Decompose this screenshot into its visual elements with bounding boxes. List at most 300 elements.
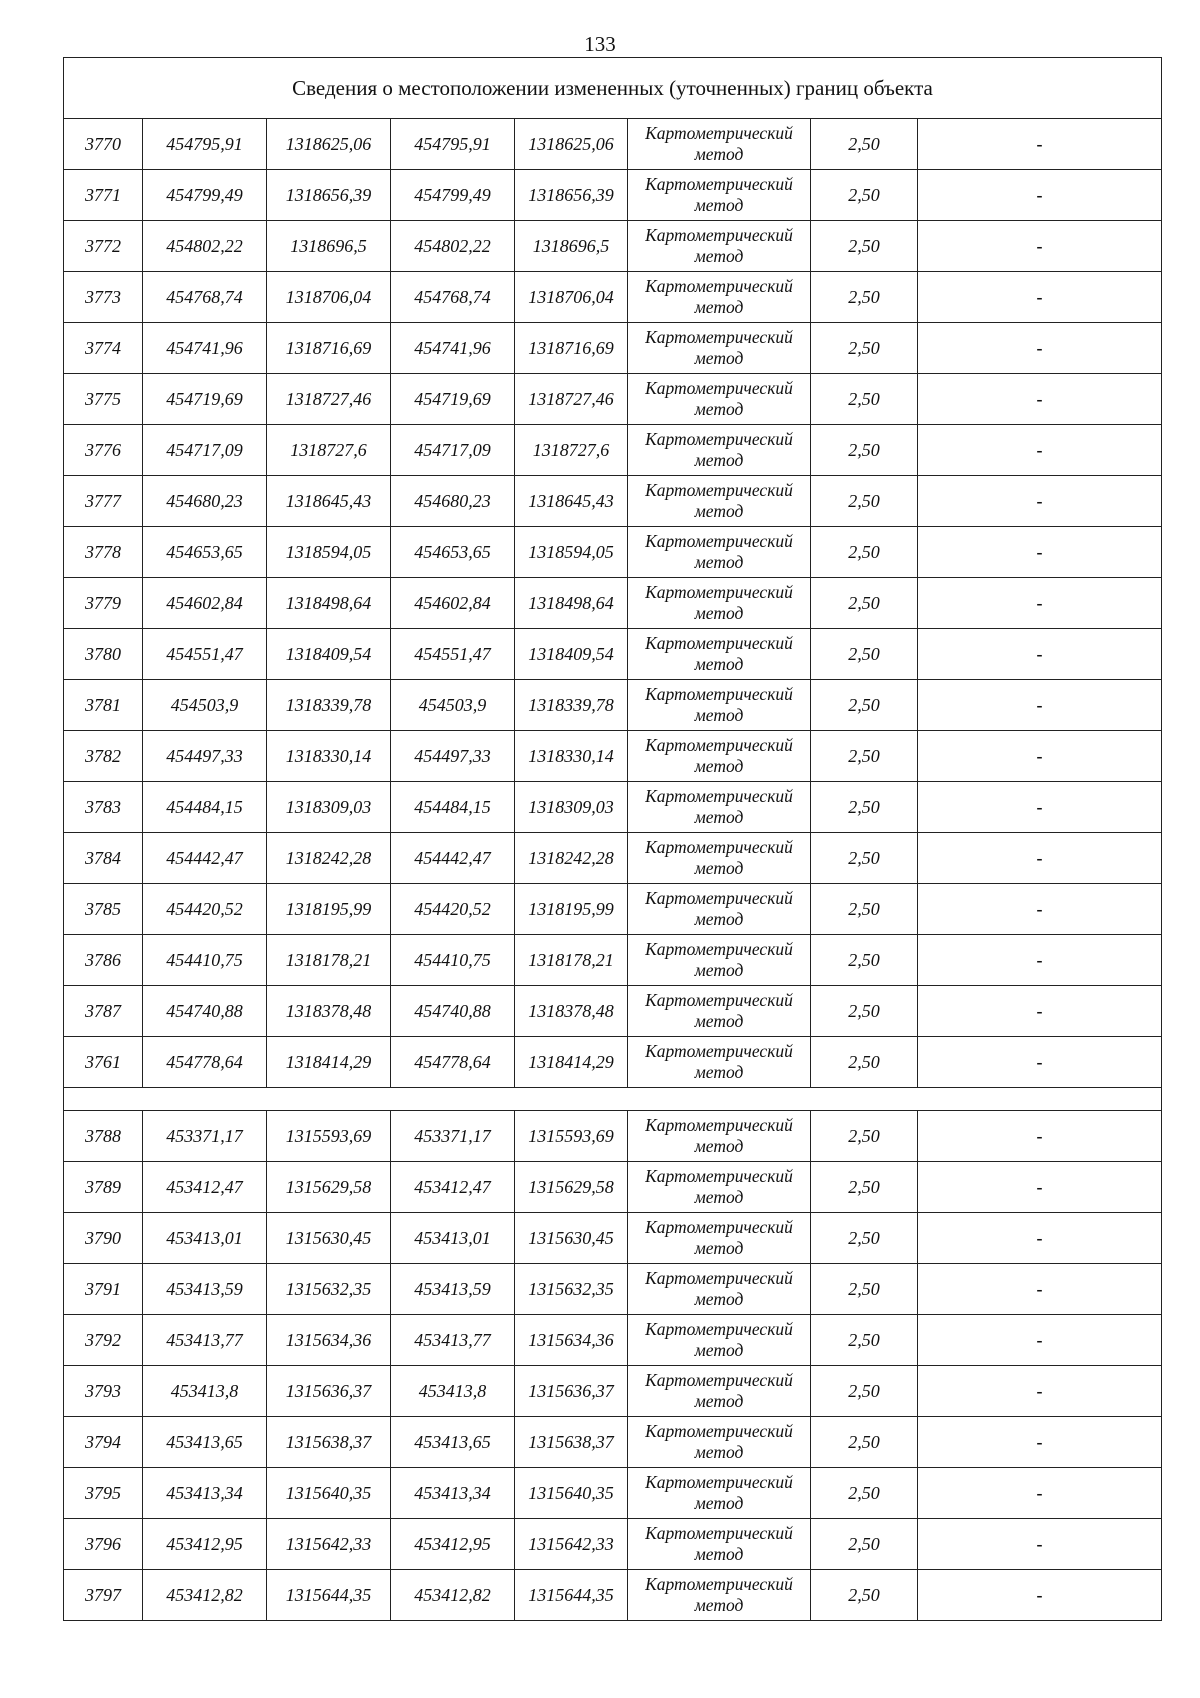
existing-y-cell: 1318656,39 — [267, 170, 391, 221]
existing-y-cell: 1318309,03 — [267, 782, 391, 833]
refined-x-cell: 454740,88 — [391, 986, 515, 1037]
existing-x-cell: 454778,64 — [143, 1037, 267, 1088]
method-text: Картометрический — [645, 1319, 793, 1339]
method-cell — [628, 731, 811, 782]
method-cell — [628, 935, 811, 986]
coordinates-table — [63, 57, 1162, 1621]
point-number-cell: 3779 — [64, 578, 143, 629]
accuracy-cell: 2,50 — [811, 680, 918, 731]
method-text: метод — [694, 1187, 744, 1207]
method-cell — [628, 323, 811, 374]
point-number-cell: 3761 — [64, 1037, 143, 1088]
refined-x-cell: 453412,47 — [391, 1162, 515, 1213]
method-cell — [628, 884, 811, 935]
existing-x-cell: 453413,34 — [143, 1468, 267, 1519]
refined-x-cell: 454719,69 — [391, 374, 515, 425]
method-text: Картометрический — [645, 276, 793, 296]
method-cell — [628, 527, 811, 578]
table-row — [64, 374, 1162, 425]
description-cell: - — [918, 1417, 1162, 1468]
refined-x-cell: 453413,59 — [391, 1264, 515, 1315]
method-text: Картометрический — [645, 1115, 793, 1135]
refined-y-cell: 1318242,28 — [515, 833, 628, 884]
point-number-cell: 3783 — [64, 782, 143, 833]
table-row — [64, 629, 1162, 680]
accuracy-cell: 2,50 — [811, 476, 918, 527]
accuracy-cell: 2,50 — [811, 323, 918, 374]
method-cell — [628, 476, 811, 527]
accuracy-cell: 2,50 — [811, 1037, 918, 1088]
method-text: метод — [694, 552, 744, 572]
method-cell — [628, 374, 811, 425]
table-row — [64, 425, 1162, 476]
method-cell — [628, 170, 811, 221]
refined-y-cell: 1318339,78 — [515, 680, 628, 731]
separator-cell — [64, 1088, 1162, 1111]
refined-y-cell: 1315640,35 — [515, 1468, 628, 1519]
existing-x-cell: 453413,01 — [143, 1213, 267, 1264]
method-cell — [628, 578, 811, 629]
point-number-cell: 3788 — [64, 1111, 143, 1162]
description-cell: - — [918, 527, 1162, 578]
method-text: Картометрический — [645, 378, 793, 398]
point-number-cell: 3771 — [64, 170, 143, 221]
existing-y-cell: 1315638,37 — [267, 1417, 391, 1468]
method-cell — [628, 782, 811, 833]
table-row — [64, 1162, 1162, 1213]
method-text: Картометрический — [645, 939, 793, 959]
table-row — [64, 833, 1162, 884]
method-cell — [628, 119, 811, 170]
method-cell — [628, 1037, 811, 1088]
existing-x-cell: 454503,9 — [143, 680, 267, 731]
refined-y-cell: 1315644,35 — [515, 1570, 628, 1621]
refined-x-cell: 454768,74 — [391, 272, 515, 323]
existing-x-cell: 453371,17 — [143, 1111, 267, 1162]
method-cell — [628, 272, 811, 323]
refined-y-cell: 1318594,05 — [515, 527, 628, 578]
refined-y-cell: 1315638,37 — [515, 1417, 628, 1468]
existing-y-cell: 1318716,69 — [267, 323, 391, 374]
existing-x-cell: 454802,22 — [143, 221, 267, 272]
point-number-cell: 3777 — [64, 476, 143, 527]
point-number-cell: 3770 — [64, 119, 143, 170]
refined-x-cell: 454410,75 — [391, 935, 515, 986]
method-text: метод — [694, 1062, 744, 1082]
method-text: метод — [694, 1493, 744, 1513]
existing-y-cell: 1318178,21 — [267, 935, 391, 986]
table-row — [64, 1366, 1162, 1417]
existing-x-cell: 454497,33 — [143, 731, 267, 782]
accuracy-cell: 2,50 — [811, 935, 918, 986]
existing-x-cell: 453413,77 — [143, 1315, 267, 1366]
refined-x-cell: 454602,84 — [391, 578, 515, 629]
method-text: метод — [694, 1595, 744, 1615]
method-text: Картометрический — [645, 684, 793, 704]
method-text: Картометрический — [645, 480, 793, 500]
existing-y-cell: 1315629,58 — [267, 1162, 391, 1213]
method-text: Картометрический — [645, 1574, 793, 1594]
method-text: метод — [694, 858, 744, 878]
refined-y-cell: 1318716,69 — [515, 323, 628, 374]
description-cell: - — [918, 1213, 1162, 1264]
existing-y-cell: 1318378,48 — [267, 986, 391, 1037]
method-text: Картометрический — [645, 1472, 793, 1492]
method-text: Картометрический — [645, 1166, 793, 1186]
table-row — [64, 476, 1162, 527]
accuracy-cell: 2,50 — [811, 1264, 918, 1315]
point-number-cell: 3780 — [64, 629, 143, 680]
accuracy-cell: 2,50 — [811, 1519, 918, 1570]
method-cell — [628, 1162, 811, 1213]
refined-x-cell: 453413,01 — [391, 1213, 515, 1264]
method-text: метод — [694, 450, 744, 470]
refined-y-cell: 1318195,99 — [515, 884, 628, 935]
refined-y-cell: 1315630,45 — [515, 1213, 628, 1264]
existing-x-cell: 453412,95 — [143, 1519, 267, 1570]
accuracy-cell: 2,50 — [811, 1570, 918, 1621]
method-text: Картометрический — [645, 1041, 793, 1061]
refined-y-cell: 1318645,43 — [515, 476, 628, 527]
method-cell — [628, 1315, 811, 1366]
existing-y-cell: 1318696,5 — [267, 221, 391, 272]
point-number-cell: 3786 — [64, 935, 143, 986]
table-row — [64, 680, 1162, 731]
refined-x-cell: 454420,52 — [391, 884, 515, 935]
method-cell — [628, 833, 811, 884]
refined-x-cell: 454717,09 — [391, 425, 515, 476]
accuracy-cell: 2,50 — [811, 578, 918, 629]
existing-y-cell: 1315632,35 — [267, 1264, 391, 1315]
refined-x-cell: 453413,8 — [391, 1366, 515, 1417]
accuracy-cell: 2,50 — [811, 119, 918, 170]
method-text: Картометрический — [645, 531, 793, 551]
method-text: метод — [694, 1011, 744, 1031]
existing-y-cell: 1318706,04 — [267, 272, 391, 323]
accuracy-cell: 2,50 — [811, 1111, 918, 1162]
method-cell — [628, 1468, 811, 1519]
table-row — [64, 1213, 1162, 1264]
existing-y-cell: 1318339,78 — [267, 680, 391, 731]
existing-x-cell: 454484,15 — [143, 782, 267, 833]
table-row — [64, 578, 1162, 629]
accuracy-cell: 2,50 — [811, 1315, 918, 1366]
existing-y-cell: 1315634,36 — [267, 1315, 391, 1366]
existing-y-cell: 1315630,45 — [267, 1213, 391, 1264]
point-number-cell: 3793 — [64, 1366, 143, 1417]
method-text: Картометрический — [645, 990, 793, 1010]
description-cell: - — [918, 680, 1162, 731]
refined-y-cell: 1318727,6 — [515, 425, 628, 476]
description-cell: - — [918, 1366, 1162, 1417]
method-cell — [628, 1111, 811, 1162]
accuracy-cell: 2,50 — [811, 221, 918, 272]
table-row — [64, 272, 1162, 323]
point-number-cell: 3773 — [64, 272, 143, 323]
table-row — [64, 1111, 1162, 1162]
refined-y-cell: 1315636,37 — [515, 1366, 628, 1417]
table-row — [64, 986, 1162, 1037]
method-text: Картометрический — [645, 429, 793, 449]
existing-y-cell: 1318727,46 — [267, 374, 391, 425]
refined-x-cell: 453413,65 — [391, 1417, 515, 1468]
description-cell: - — [918, 578, 1162, 629]
accuracy-cell: 2,50 — [811, 986, 918, 1037]
existing-x-cell: 454719,69 — [143, 374, 267, 425]
point-number-cell: 3784 — [64, 833, 143, 884]
method-text: метод — [694, 1442, 744, 1462]
existing-y-cell: 1318409,54 — [267, 629, 391, 680]
description-cell: - — [918, 731, 1162, 782]
accuracy-cell: 2,50 — [811, 170, 918, 221]
refined-x-cell: 453412,82 — [391, 1570, 515, 1621]
table-title: Сведения о местоположении измененных (уточненных) границ объекта — [64, 58, 1162, 119]
method-text: метод — [694, 909, 744, 929]
refined-x-cell: 454497,33 — [391, 731, 515, 782]
point-number-cell: 3776 — [64, 425, 143, 476]
table-row — [64, 323, 1162, 374]
method-cell — [628, 1570, 811, 1621]
point-number-cell: 3797 — [64, 1570, 143, 1621]
accuracy-cell: 2,50 — [811, 731, 918, 782]
existing-x-cell: 454602,84 — [143, 578, 267, 629]
accuracy-cell: 2,50 — [811, 1366, 918, 1417]
accuracy-cell: 2,50 — [811, 425, 918, 476]
method-text: Картометрический — [645, 225, 793, 245]
method-cell — [628, 1264, 811, 1315]
method-text: Картометрический — [645, 174, 793, 194]
existing-y-cell: 1318727,6 — [267, 425, 391, 476]
refined-x-cell: 453412,95 — [391, 1519, 515, 1570]
point-number-cell: 3789 — [64, 1162, 143, 1213]
existing-x-cell: 454420,52 — [143, 884, 267, 935]
description-cell: - — [918, 1570, 1162, 1621]
existing-y-cell: 1318195,99 — [267, 884, 391, 935]
method-cell — [628, 1519, 811, 1570]
refined-x-cell: 454741,96 — [391, 323, 515, 374]
separator-row — [64, 1088, 1162, 1111]
method-cell — [628, 425, 811, 476]
existing-y-cell: 1315640,35 — [267, 1468, 391, 1519]
refined-x-cell: 454442,47 — [391, 833, 515, 884]
accuracy-cell: 2,50 — [811, 1213, 918, 1264]
refined-y-cell: 1318625,06 — [515, 119, 628, 170]
method-text: Картометрический — [645, 123, 793, 143]
method-text: метод — [694, 603, 744, 623]
refined-y-cell: 1318309,03 — [515, 782, 628, 833]
description-cell: - — [918, 782, 1162, 833]
method-text: метод — [694, 246, 744, 266]
refined-x-cell: 454653,65 — [391, 527, 515, 578]
description-cell: - — [918, 425, 1162, 476]
point-number-cell: 3795 — [64, 1468, 143, 1519]
method-cell — [628, 680, 811, 731]
existing-y-cell: 1315593,69 — [267, 1111, 391, 1162]
point-number-cell: 3778 — [64, 527, 143, 578]
refined-x-cell: 454503,9 — [391, 680, 515, 731]
description-cell: - — [918, 1519, 1162, 1570]
existing-y-cell: 1318242,28 — [267, 833, 391, 884]
description-cell: - — [918, 1264, 1162, 1315]
table-row — [64, 1264, 1162, 1315]
description-cell: - — [918, 272, 1162, 323]
refined-y-cell: 1318414,29 — [515, 1037, 628, 1088]
description-cell: - — [918, 221, 1162, 272]
point-number-cell: 3774 — [64, 323, 143, 374]
point-number-cell: 3792 — [64, 1315, 143, 1366]
existing-x-cell: 453413,65 — [143, 1417, 267, 1468]
table-row — [64, 884, 1162, 935]
table-row — [64, 782, 1162, 833]
point-number-cell: 3796 — [64, 1519, 143, 1570]
description-cell: - — [918, 884, 1162, 935]
table-row — [64, 731, 1162, 782]
existing-y-cell: 1318594,05 — [267, 527, 391, 578]
method-text: метод — [694, 960, 744, 980]
method-text: Картометрический — [645, 633, 793, 653]
method-text: метод — [694, 144, 744, 164]
point-number-cell: 3790 — [64, 1213, 143, 1264]
method-text: метод — [694, 1391, 744, 1411]
refined-y-cell: 1318498,64 — [515, 578, 628, 629]
existing-x-cell: 453412,47 — [143, 1162, 267, 1213]
method-text: метод — [694, 297, 744, 317]
refined-y-cell: 1318656,39 — [515, 170, 628, 221]
method-text: метод — [694, 1238, 744, 1258]
accuracy-cell: 2,50 — [811, 1162, 918, 1213]
refined-x-cell: 454799,49 — [391, 170, 515, 221]
refined-x-cell: 454778,64 — [391, 1037, 515, 1088]
method-text: метод — [694, 1289, 744, 1309]
description-cell: - — [918, 1162, 1162, 1213]
method-text: Картометрический — [645, 1421, 793, 1441]
existing-y-cell: 1318498,64 — [267, 578, 391, 629]
table-row — [64, 221, 1162, 272]
description-cell: - — [918, 1037, 1162, 1088]
method-text: Картометрический — [645, 1268, 793, 1288]
refined-x-cell: 453413,77 — [391, 1315, 515, 1366]
refined-y-cell: 1315634,36 — [515, 1315, 628, 1366]
existing-y-cell: 1315642,33 — [267, 1519, 391, 1570]
accuracy-cell: 2,50 — [811, 884, 918, 935]
table-row — [64, 1519, 1162, 1570]
method-cell — [628, 221, 811, 272]
point-number-cell: 3781 — [64, 680, 143, 731]
method-text: метод — [694, 705, 744, 725]
method-text: Картометрический — [645, 786, 793, 806]
description-cell: - — [918, 323, 1162, 374]
point-number-cell: 3782 — [64, 731, 143, 782]
existing-x-cell: 454442,47 — [143, 833, 267, 884]
method-text: метод — [694, 1340, 744, 1360]
refined-x-cell: 453371,17 — [391, 1111, 515, 1162]
existing-y-cell: 1318414,29 — [267, 1037, 391, 1088]
method-cell — [628, 986, 811, 1037]
description-cell: - — [918, 935, 1162, 986]
description-cell: - — [918, 1315, 1162, 1366]
accuracy-cell: 2,50 — [811, 272, 918, 323]
point-number-cell: 3794 — [64, 1417, 143, 1468]
method-text: метод — [694, 756, 744, 776]
accuracy-cell: 2,50 — [811, 1468, 918, 1519]
table-row — [64, 1468, 1162, 1519]
method-text: метод — [694, 501, 744, 521]
description-cell: - — [918, 476, 1162, 527]
description-cell: - — [918, 986, 1162, 1037]
refined-x-cell: 454484,15 — [391, 782, 515, 833]
point-number-cell: 3772 — [64, 221, 143, 272]
existing-x-cell: 454795,91 — [143, 119, 267, 170]
accuracy-cell: 2,50 — [811, 833, 918, 884]
refined-y-cell: 1318727,46 — [515, 374, 628, 425]
accuracy-cell: 2,50 — [811, 629, 918, 680]
method-text: метод — [694, 399, 744, 419]
method-text: метод — [694, 1544, 744, 1564]
method-cell — [628, 1417, 811, 1468]
description-cell: - — [918, 374, 1162, 425]
method-text: Картометрический — [645, 888, 793, 908]
refined-y-cell: 1315629,58 — [515, 1162, 628, 1213]
description-cell: - — [918, 833, 1162, 884]
method-text: Картометрический — [645, 582, 793, 602]
existing-x-cell: 454653,65 — [143, 527, 267, 578]
refined-x-cell: 454551,47 — [391, 629, 515, 680]
existing-x-cell: 454551,47 — [143, 629, 267, 680]
refined-x-cell: 454680,23 — [391, 476, 515, 527]
existing-x-cell: 454740,88 — [143, 986, 267, 1037]
existing-y-cell: 1315644,35 — [267, 1570, 391, 1621]
refined-y-cell: 1315632,35 — [515, 1264, 628, 1315]
table-row — [64, 1570, 1162, 1621]
existing-x-cell: 453412,82 — [143, 1570, 267, 1621]
accuracy-cell: 2,50 — [811, 527, 918, 578]
description-cell: - — [918, 1111, 1162, 1162]
refined-y-cell: 1318378,48 — [515, 986, 628, 1037]
method-cell — [628, 1366, 811, 1417]
description-cell: - — [918, 119, 1162, 170]
accuracy-cell: 2,50 — [811, 374, 918, 425]
refined-y-cell: 1315642,33 — [515, 1519, 628, 1570]
method-text: Картометрический — [645, 1523, 793, 1543]
point-number-cell: 3785 — [64, 884, 143, 935]
accuracy-cell: 2,50 — [811, 782, 918, 833]
refined-y-cell: 1318409,54 — [515, 629, 628, 680]
method-cell — [628, 629, 811, 680]
existing-x-cell: 453413,59 — [143, 1264, 267, 1315]
refined-y-cell: 1318178,21 — [515, 935, 628, 986]
refined-x-cell: 454802,22 — [391, 221, 515, 272]
method-cell — [628, 1213, 811, 1264]
existing-x-cell: 454799,49 — [143, 170, 267, 221]
method-text: Картометрический — [645, 1217, 793, 1237]
existing-y-cell: 1318645,43 — [267, 476, 391, 527]
refined-y-cell: 1315593,69 — [515, 1111, 628, 1162]
refined-x-cell: 454795,91 — [391, 119, 515, 170]
method-text: метод — [694, 1136, 744, 1156]
accuracy-cell: 2,50 — [811, 1417, 918, 1468]
method-text: метод — [694, 807, 744, 827]
existing-x-cell: 453413,8 — [143, 1366, 267, 1417]
description-cell: - — [918, 1468, 1162, 1519]
table-row — [64, 1417, 1162, 1468]
existing-x-cell: 454741,96 — [143, 323, 267, 374]
table-row — [64, 170, 1162, 221]
refined-y-cell: 1318696,5 — [515, 221, 628, 272]
method-text: метод — [694, 348, 744, 368]
table-row — [64, 527, 1162, 578]
method-text: Картометрический — [645, 1370, 793, 1390]
point-number-cell: 3787 — [64, 986, 143, 1037]
